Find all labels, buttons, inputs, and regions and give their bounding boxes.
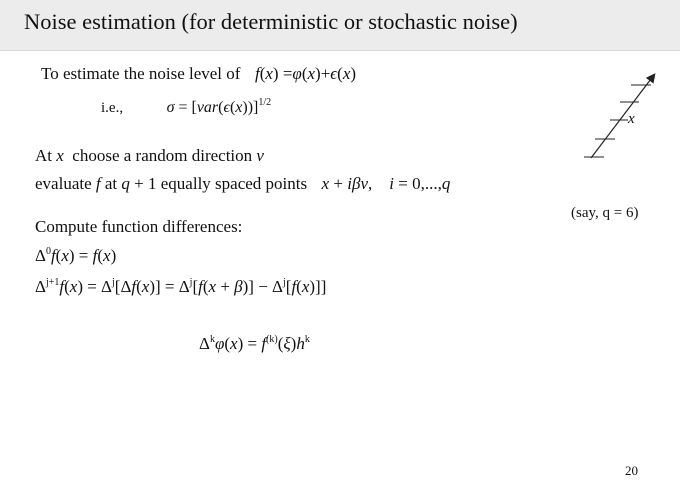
sigma-formula: $\sigma = [var(\epsilon(x))]^{1/2}$ [166, 97, 272, 116]
delta-j-exponent-1: j [112, 277, 115, 288]
noise-model-formula: f(x) =φ(x)+ϵ(x) [254, 64, 357, 83]
ie-label: i.e., [101, 100, 124, 116]
equally-spaced-text: equally spaced points [160, 174, 308, 193]
direction-variable: v [256, 146, 264, 165]
delta-j-exponent-3: j [282, 277, 286, 288]
point-x-label: x [628, 111, 635, 127]
q-plus-one-formula: q + 1 [121, 174, 157, 193]
compute-differences-heading: Compute function differences: [35, 217, 243, 236]
slide-number: 20 [625, 463, 638, 478]
direction-text: choose a random direction [72, 146, 253, 165]
delta-k-formula: $\Delta^k\varphi(x) = f^{(k)}(\xi)h^k$ [199, 334, 310, 353]
evaluate-text: evaluate [35, 174, 92, 193]
direction-diagram [575, 68, 665, 168]
delta-j1-exponent: j+1 [45, 277, 60, 288]
hk-exponent: k [304, 334, 310, 345]
evaluate-function: f [95, 174, 101, 193]
page-title: Noise estimation (for deterministic or stochastic noise) [24, 9, 518, 34]
sigma-line [101, 99, 271, 117]
direction-arrow [591, 75, 654, 158]
delta-k-exponent: k [209, 334, 215, 345]
delta-zero-exponent: 0 [45, 246, 51, 257]
title-bar [0, 0, 680, 51]
delta-j-exponent-2: j [189, 277, 193, 288]
delta-recursion-formula: $\Delta^{j+1}f(x) = \Delta^j[\Delta f(x)] = \Delta^j[f(x + \beta)] - \Delta^j[f(x)]$] [35, 277, 327, 296]
at-variable: x [56, 146, 64, 165]
at-text-2: at [104, 174, 118, 193]
say-q-note: (say, q = 6) [571, 205, 639, 221]
at-text: At [35, 146, 52, 165]
direction-line [35, 146, 264, 166]
sigma-exponent: 1/2 [258, 97, 272, 108]
points-formula: x + iβv, i = 0,...,q [321, 174, 451, 193]
delta-zero-formula: $\Delta^0f(x) = f(x)$ [35, 246, 117, 265]
evaluate-line [35, 174, 450, 194]
noise-level-line [41, 64, 356, 84]
fk-exponent: (k) [266, 334, 278, 345]
noise-level-text: To estimate the noise level of [41, 64, 241, 83]
